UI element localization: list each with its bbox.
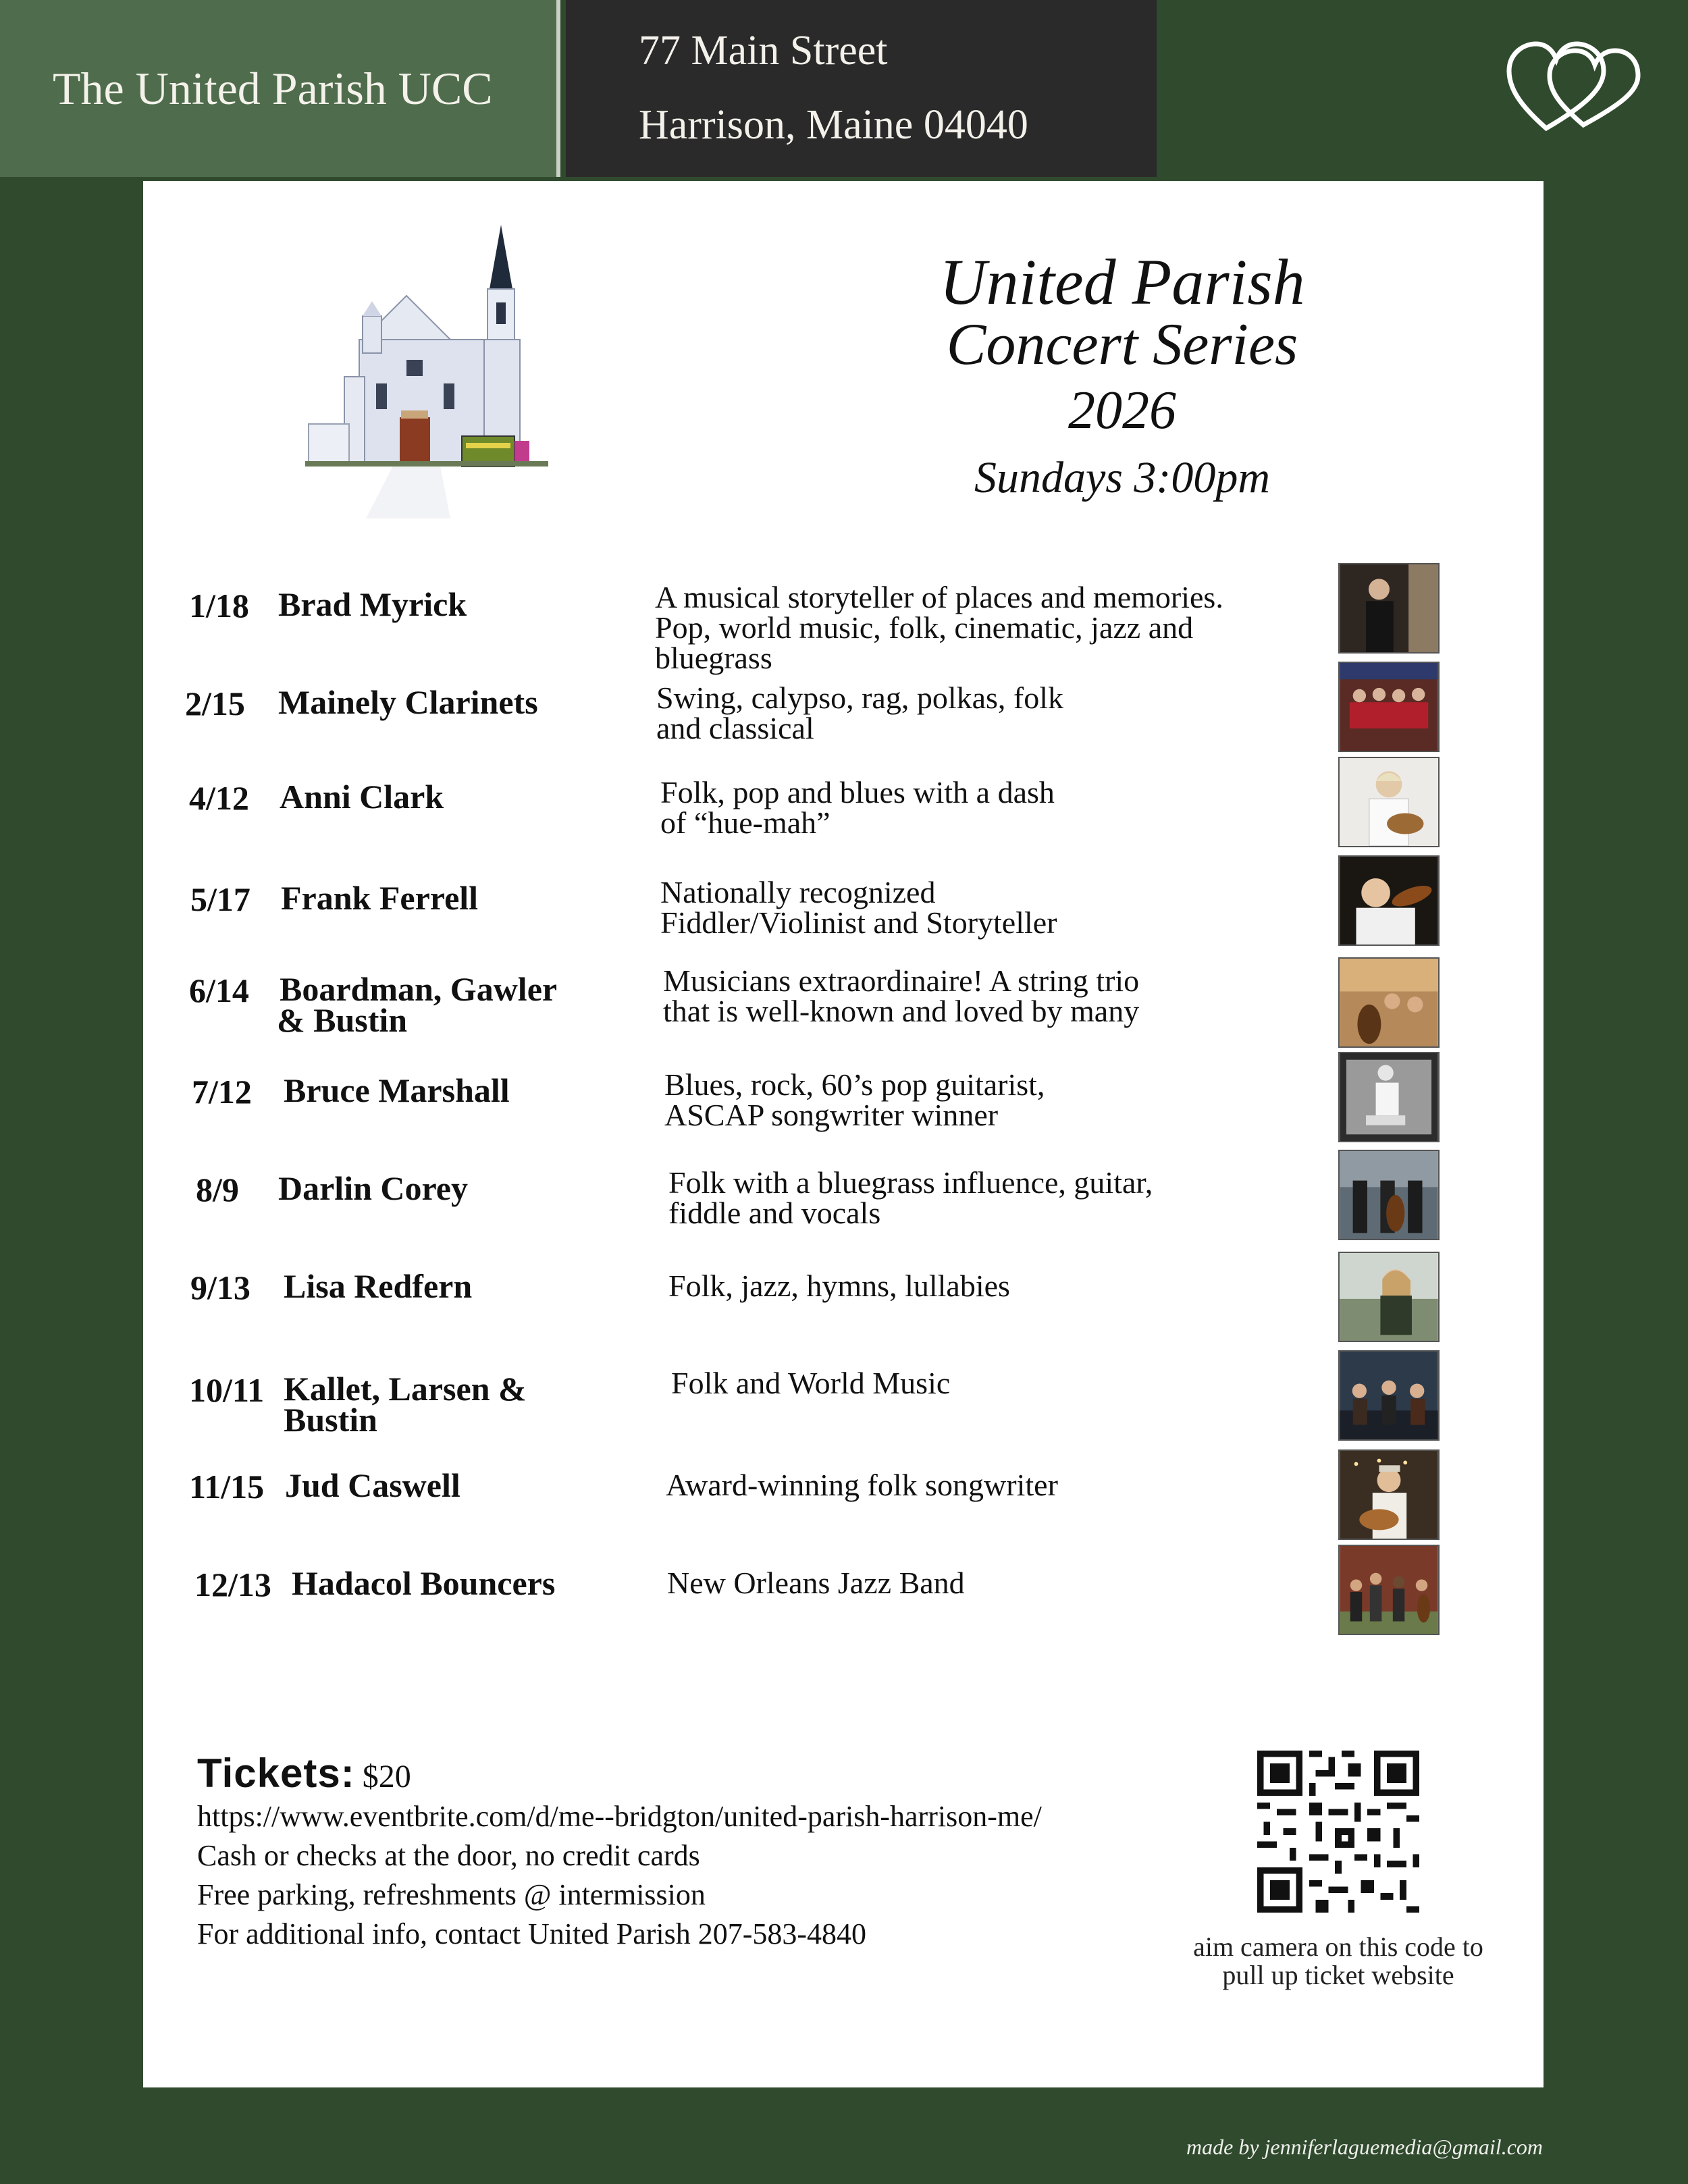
event-description: Folk and World Music <box>671 1366 951 1400</box>
event-photo <box>1338 662 1440 752</box>
event-photo <box>1338 757 1440 847</box>
ticket-payment-note: Cash or checks at the door, no credit cards <box>197 1839 700 1872</box>
event-artist: Anni Clark <box>280 778 444 816</box>
event-date: 1/18 <box>189 587 249 624</box>
event-description: Folk, pop and blues with a dash of “hue-mah” <box>660 775 1055 840</box>
event-artist: Frank Ferrell <box>281 879 479 917</box>
event-description: Nationally recognized Fiddler/Violinist and Storyteller <box>660 875 1057 940</box>
address-city: Harrison, Maine 04040 <box>639 102 1028 148</box>
church-illustration <box>305 221 548 525</box>
event-description: Folk, jazz, hymns, lullabies <box>668 1269 1010 1303</box>
tickets-heading: Tickets: <box>197 1751 355 1796</box>
event-photo <box>1338 1545 1440 1635</box>
designer-credit: made by jenniferlaguemedia@gmail.com <box>1186 2135 1543 2159</box>
event-description: Musicians extraordinaire! A string trio that is well-known and loved by many <box>663 963 1140 1028</box>
event-date: 8/9 <box>196 1171 239 1208</box>
event-artist: Darlin Corey <box>278 1169 468 1207</box>
title-year: 2026 <box>1068 381 1176 440</box>
event-date: 10/11 <box>189 1371 265 1409</box>
event-photo <box>1338 1350 1440 1441</box>
event-description: New Orleans Jazz Band <box>667 1566 965 1600</box>
event-photo <box>1338 1052 1440 1142</box>
event-description: Folk with a bluegrass influence, guitar, fiddle and vocals <box>668 1165 1153 1230</box>
qr-code[interactable] <box>1257 1751 1419 1913</box>
ticket-url[interactable]: https://www.eventbrite.com/d/me--bridgton/united-parish-harrison-me/ <box>197 1800 1042 1833</box>
tickets-section <box>197 1751 1042 1954</box>
title-line1: United Parish <box>939 246 1305 318</box>
event-description: Blues, rock, 60’s pop guitarist, ASCAP songwriter winner <box>664 1067 1045 1132</box>
double-heart-icon <box>1506 34 1641 142</box>
event-description: Swing, calypso, rag, polkas, folk and classical <box>656 681 1064 745</box>
qr-caption: aim camera on this code to pull up ticket website <box>1193 1932 1483 1990</box>
address-street: 77 Main Street <box>639 28 888 74</box>
ticket-contact-note: For additional info, contact United Parish 207-583-4840 <box>197 1917 867 1950</box>
event-date: 7/12 <box>192 1073 252 1111</box>
event-description: Award-winning folk songwriter <box>666 1468 1058 1502</box>
concert-title <box>764 248 1480 508</box>
event-artist: Kallet, Larsen & Bustin <box>284 1370 527 1439</box>
event-artist: Jud Caswell <box>285 1466 460 1504</box>
ticket-parking-note: Free parking, refreshments @ intermission <box>197 1878 706 1911</box>
event-artist: Mainely Clarinets <box>278 683 538 721</box>
event-artist: Brad Myrick <box>278 585 467 623</box>
flyer-panel <box>143 181 1544 2087</box>
event-artist: Hadacol Bouncers <box>292 1564 556 1602</box>
event-artist: Boardman, Gawler & Bustin <box>277 970 558 1039</box>
event-date: 9/13 <box>190 1269 250 1306</box>
org-name: The United Parish UCC <box>53 62 493 114</box>
title-line2: Concert Series <box>946 312 1298 377</box>
title-schedule: Sundays 3:00pm <box>974 453 1271 502</box>
event-date: 4/12 <box>189 779 249 817</box>
event-artist: Bruce Marshall <box>284 1071 510 1109</box>
event-artist: Lisa Redfern <box>284 1267 473 1305</box>
event-photo <box>1338 1449 1440 1540</box>
event-photo <box>1338 563 1440 654</box>
event-date: 11/15 <box>189 1468 265 1506</box>
event-photo <box>1338 957 1440 1048</box>
event-date: 2/15 <box>185 685 245 722</box>
event-date: 5/17 <box>190 880 250 918</box>
header-address-panel <box>566 0 1157 177</box>
ticket-price: $20 <box>362 1759 411 1794</box>
event-date: 6/14 <box>189 971 249 1009</box>
event-description: A musical storyteller of places and memories. Pop, world music, folk, cinematic, jazz and bluegrass <box>655 580 1223 675</box>
event-date: 12/13 <box>194 1566 271 1603</box>
event-photo <box>1338 855 1440 946</box>
event-photo <box>1338 1252 1440 1342</box>
header-org-panel <box>0 0 560 177</box>
event-photo <box>1338 1150 1440 1240</box>
